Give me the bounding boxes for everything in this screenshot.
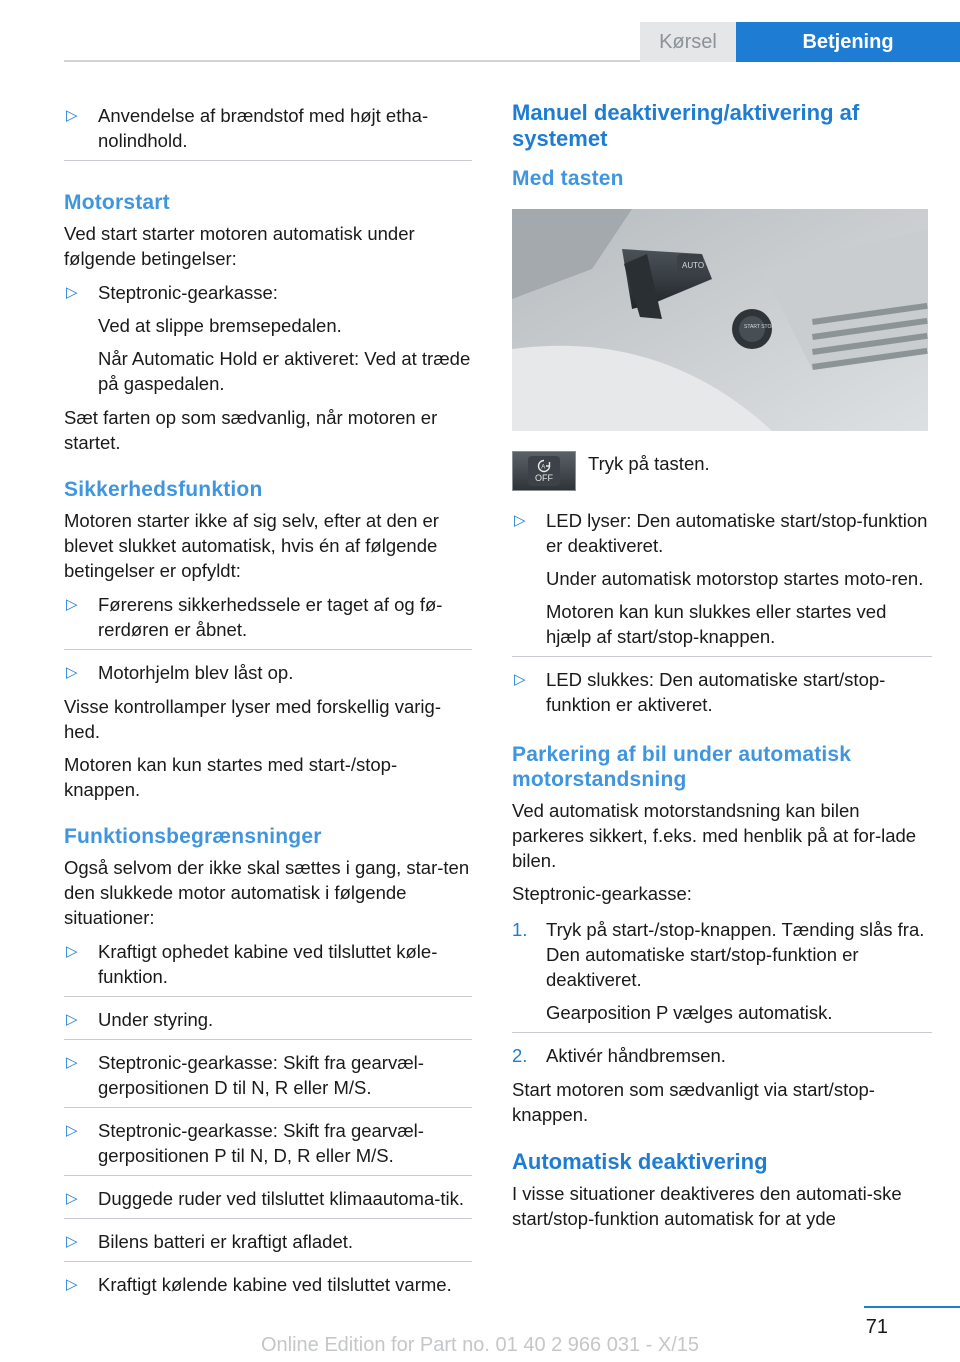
list-item-text: Motoren kan kun slukkes eller startes ved hjælp af start/stop-knappen. xyxy=(546,601,887,647)
list-item xyxy=(64,1226,472,1262)
numbered-step xyxy=(512,914,932,1033)
list-item xyxy=(512,664,932,720)
section-heading-manuel: Manuel deaktivering/aktivering af systemet xyxy=(512,100,860,151)
list-item xyxy=(64,936,472,997)
triangle-bullet-icon: ▷ xyxy=(66,943,78,960)
triangle-bullet-icon: ▷ xyxy=(66,1233,78,1250)
auto-start-stop-off-button-image xyxy=(512,451,576,491)
parkering-p3: Start motoren som sædvanligt via start/stop-knappen. xyxy=(512,1079,875,1125)
list-item-text: Når Automatic Hold er aktiveret: Ved at træde på gaspedalen. xyxy=(98,348,471,394)
triangle-bullet-icon: ▷ xyxy=(66,1276,78,1293)
list-item-text: LED lyser: Den automatiske start/stop-funktion er deaktiveret. xyxy=(546,510,928,556)
list-item xyxy=(64,100,472,161)
step-number: 2. xyxy=(512,1045,528,1066)
step-text: Gearposition P vælges automatisk. xyxy=(546,1002,833,1023)
list-item-text: Kraftigt kølende kabine ved tilsluttet varme. xyxy=(98,1274,452,1295)
funktion-intro: Også selvom der ikke skal sættes i gang, star-ten den slukkede motor automatisk i følgende situationer: xyxy=(64,857,470,928)
triangle-bullet-icon: ▷ xyxy=(66,1122,78,1139)
list-item-text: LED slukkes: Den automatiske start/stop-funktion er aktiveret. xyxy=(546,669,886,715)
motorstart-intro: Ved start starter motoren automatisk under følgende betingelser: xyxy=(64,223,415,269)
triangle-bullet-icon: ▷ xyxy=(66,1190,78,1207)
list-item-text: Duggede ruder ved tilsluttet klimaautoma-tik. xyxy=(98,1188,465,1209)
auto-deaktivering-p1: I visse situationer deaktiveres den automati-ske start/stop-funktion automatisk for at yde xyxy=(512,1183,902,1229)
list-item xyxy=(64,657,472,688)
left-column xyxy=(64,100,472,1300)
sikkerhed-p1: Visse kontrollamper lyser med forskellig varig-hed. xyxy=(64,696,441,742)
list-item-text: Motorhjelm blev låst op. xyxy=(98,662,294,683)
triangle-bullet-icon: ▷ xyxy=(66,664,78,681)
edition-watermark: Online Edition for Part no. 01 40 2 966 031 - X/15 xyxy=(260,1334,700,1356)
photo-auto-label: AUTO xyxy=(682,261,705,270)
button-off-label: OFF xyxy=(535,473,553,483)
footer-divider xyxy=(864,1306,960,1308)
list-item-text: Under automatisk motorstop startes moto-ren. xyxy=(546,568,924,589)
parkering-p1: Ved automatisk motorstandsning kan bilen parkeres sikkert, f.eks. med henblik på at for-lade bilen. xyxy=(512,800,917,871)
list-item xyxy=(64,1047,472,1108)
page-number: 71 xyxy=(865,1316,888,1338)
triangle-bullet-icon: ▷ xyxy=(66,284,78,301)
photo-start-stop-label: START STOP xyxy=(744,324,775,330)
button-caption-row xyxy=(512,451,932,491)
list-item-text: Steptronic-gearkasse: xyxy=(98,282,278,303)
list-item xyxy=(64,277,472,399)
parkering-p2: Steptronic-gearkasse: xyxy=(512,883,692,904)
triangle-bullet-icon: ▷ xyxy=(66,107,78,124)
section-heading-funktion: Funktionsbegrænsninger xyxy=(64,825,322,848)
list-item-text: Anvendelse af brændstof med højt etha-nolindhold. xyxy=(98,105,429,151)
subheading-med-tasten: Med tasten xyxy=(512,167,624,190)
sikkerhed-intro: Motoren starter ikke af sig selv, efter at den er blevet slukket automatisk, hvis én af følgende betingelser er opfyldt: xyxy=(64,510,439,581)
svg-text:A: A xyxy=(541,464,546,471)
list-item-text: Steptronic-gearkasse: Skift fra gearvæl-gerpositionen P til N, D, R eller M/S. xyxy=(98,1120,424,1166)
triangle-bullet-icon: ▷ xyxy=(66,596,78,613)
list-item xyxy=(512,505,932,657)
auto-start-stop-icon xyxy=(537,459,551,473)
steering-column-photo xyxy=(512,209,928,431)
tab-betjening[interactable]: Betjening xyxy=(736,22,960,62)
right-column xyxy=(512,100,932,1231)
section-heading-motorstart: Motorstart xyxy=(64,191,170,214)
triangle-bullet-icon: ▷ xyxy=(66,1054,78,1071)
list-item xyxy=(64,1269,472,1300)
list-item xyxy=(64,1004,472,1040)
section-heading-sikkerhed: Sikkerhedsfunktion xyxy=(64,478,263,501)
steering-column-illustration xyxy=(512,209,928,431)
triangle-bullet-icon: ▷ xyxy=(514,671,526,688)
triangle-bullet-icon: ▷ xyxy=(66,1011,78,1028)
motorstart-outro: Sæt farten op som sædvanlig, når motoren er startet. xyxy=(64,407,438,453)
tab-korsel[interactable]: Kørsel xyxy=(640,22,736,62)
list-item-text: Ved at slippe bremsepedalen. xyxy=(98,315,342,336)
list-item-text: Kraftigt ophedet kabine ved tilsluttet køle-funktion. xyxy=(98,941,438,987)
list-item xyxy=(64,589,472,650)
step-text: Tryk på start-/stop-knappen. Tænding slås fra. Den automatiske start/stop-funktion er deaktiveret. xyxy=(546,919,925,990)
section-heading-auto-deaktivering: Automatisk deaktivering xyxy=(512,1149,768,1174)
list-item-text: Steptronic-gearkasse: Skift fra gearvæl-gerpositionen D til N, R eller M/S. xyxy=(98,1052,424,1098)
list-item-text: Under styring. xyxy=(98,1009,214,1030)
step-number: 1. xyxy=(512,919,528,940)
list-item xyxy=(64,1115,472,1176)
list-item-text: Førerens sikkerhedssele er taget af og fø-rerdøren er åbnet. xyxy=(98,594,443,640)
button-caption: Tryk på tasten. xyxy=(588,453,710,474)
list-item-text: Bilens batteri er kraftigt afladet. xyxy=(98,1231,354,1252)
step-text: Aktivér håndbremsen. xyxy=(546,1045,726,1066)
numbered-step xyxy=(512,1040,932,1071)
triangle-bullet-icon: ▷ xyxy=(514,512,526,529)
sikkerhed-p2: Motoren kan kun startes med start-/stop-knappen. xyxy=(64,754,398,800)
list-item xyxy=(64,1183,472,1219)
section-heading-parkering: Parkering af bil under automatisk motorstandsning xyxy=(512,743,852,791)
